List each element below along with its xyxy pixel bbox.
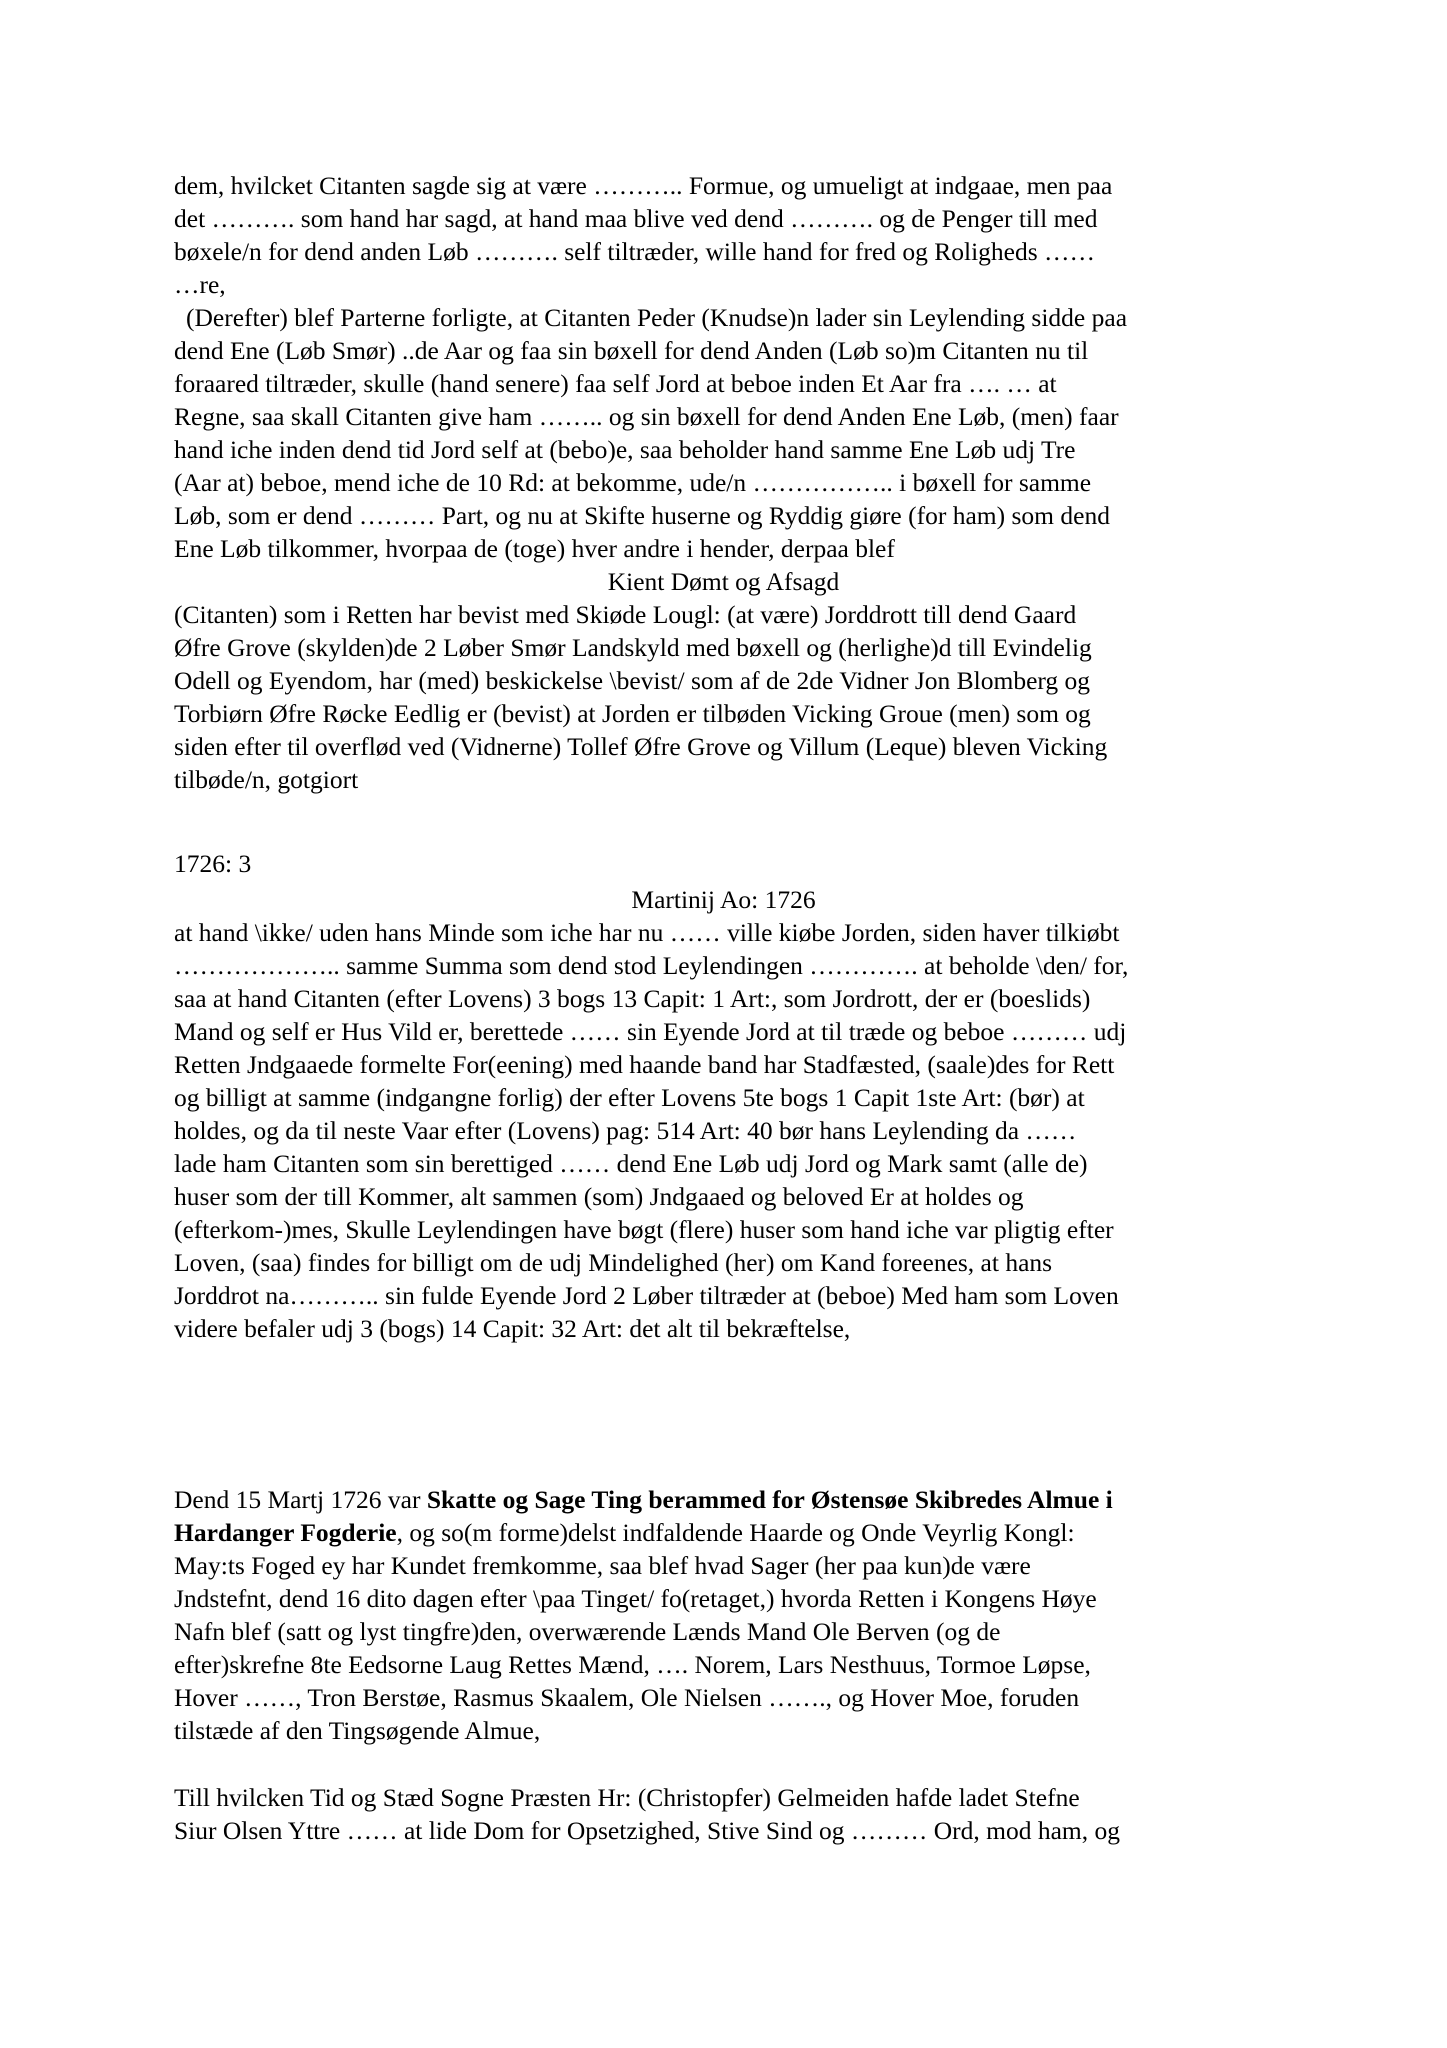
text-segment: Dend 15 Martj 1726 var <box>174 1485 427 1514</box>
page-reference: 1726: 3 <box>174 849 252 878</box>
text-line: Odell og Eyendom, har (med) beskickelse \bevist/ som af de 2de Vidner Jon Blomberg og <box>174 666 1091 695</box>
text-line: lade ham Citanten som sin berettiged …… dend Ene Løb udj Jord og Mark samt (alle de) <box>174 1149 1088 1178</box>
text-line: at hand \ikke/ uden hans Minde som iche har nu …… ville kiøbe Jorden, siden haver tilkiøbt <box>174 918 1120 947</box>
text-line: (efterkom-)mes, Skulle Leylendingen have bøgt (flere) huser som hand iche var pligtig efter <box>174 1215 1114 1244</box>
text-line: dend Ene (Løb Smør) ..de Aar og faa sin bøxell for dend Anden (Løb so)m Citanten nu til <box>174 336 1089 365</box>
text-line <box>174 1483 1113 1516</box>
text-line: Løb, som er dend ……… Part, og nu at Skifte huserne og Ryddig giøre (for ham) som dend <box>174 501 1110 530</box>
text-line: May:ts Foged ey har Kundet fremkomme, saa blef hvad Sager (her paa kun)de være <box>174 1551 1031 1580</box>
text-line: (Derefter) blef Parterne forligte, at Citanten Peder (Knudse)n lader sin Leylending sidde paa <box>186 303 1128 332</box>
text-line: holdes, og da til neste Vaar efter (Lovens) pag: 514 Art: 40 bør hans Leylending da …… <box>174 1116 1077 1145</box>
verdict-heading: Kient Dømt og Afsagd <box>607 567 840 596</box>
text-line: Retten Jndgaaede formelte For(eening) med haande band har Stadfæsted, (saale)des for Rett <box>174 1050 1115 1079</box>
text-line: det ………. som hand har sagd, at hand maa blive ved dend ………. og de Penger till med <box>174 204 1098 233</box>
text-line: Jorddrot na……….. sin fulde Eyende Jord 2 Løber tiltræder at (beboe) Med ham som Loven <box>174 1281 1119 1310</box>
bold-heading-text: Skatte og Sage Ting berammed for Østensøe Skibredes Almue i <box>426 1485 1113 1514</box>
text-line: og billigt at samme (indgangne forlig) der efter Lovens 5te bogs 1 Capit 1ste Art: (bør) at <box>174 1083 1085 1112</box>
text-line: tilstæde af den Tingsøgende Almue, <box>174 1716 541 1745</box>
text-line: saa at hand Citanten (efter Lovens) 3 bogs 13 Capit: 1 Art:, som Jordrott, der er (boeslids) <box>174 984 1091 1013</box>
text-line: hand iche inden dend tid Jord self at (bebo)e, saa beholder hand samme Ene Løb udj Tre <box>174 435 1076 464</box>
text-line: Nafn blef (satt og lyst tingfre)den, overwærende Lænds Mand Ole Berven (og de <box>174 1617 1001 1646</box>
text-line: …re, <box>174 270 226 299</box>
text-line: ……………….. samme Summa som dend stod Leylendingen …………. at beholde \den/ for, <box>174 951 1129 980</box>
text-line <box>174 1516 1075 1549</box>
text-line: Jndstefnt, dend 16 dito dagen efter \paa Tinget/ fo(retaget,) hvorda Retten i Kongens Høye <box>174 1584 1097 1613</box>
text-line: Loven, (saa) findes for billigt om de udj Mindelighed (her) om Kand foreenes, at hans <box>174 1248 1053 1277</box>
text-line: siden efter til overflød ved (Vidnerne) Tollef Øfre Grove og Villum (Leque) bleven Vicking <box>174 732 1108 761</box>
text-line: Øfre Grove (skylden)de 2 Løber Smør Landskyld med bøxell og (herlighe)d till Evindelig <box>174 633 1092 662</box>
text-line: Hover ……, Tron Berstøe, Rasmus Skaalem, Ole Nielsen ……., og Hover Moe, foruden <box>174 1683 1080 1712</box>
text-line: Ene Løb tilkommer, hvorpaa de (toge) hver andre i hender, derpaa blef <box>174 534 895 563</box>
text-line: dem, hvilcket Citanten sagde sig at være ……….. Formue, og umueligt at indgaae, men paa <box>174 171 1113 200</box>
text-line: videre befaler udj 3 (bogs) 14 Capit: 32 Art: det alt til bekræftelse, <box>174 1314 851 1343</box>
text-segment: , og so(m forme)delst indfaldende Haarde og Onde Veyrlig Kongl: <box>396 1518 1075 1547</box>
text-line: bøxele/n for dend anden Løb ………. self tiltræder, wille hand for fred og Roligheds …… <box>174 237 1096 266</box>
text-line: Torbiørn Øfre Røcke Eedlig er (bevist) at Jorden er tilbøden Vicking Groue (men) som og <box>174 699 1091 728</box>
text-line: (Aar at) beboe, mend iche de 10 Rd: at bekomme, ude/n …………….. i bøxell for samme <box>174 468 1092 497</box>
text-line: foraared tiltræder, skulle (hand senere) faa self Jord at beboe inden Et Aar fra …. … at <box>174 369 1057 398</box>
text-line: efter)skrefne 8te Eedsorne Laug Rettes Mænd, …. Norem, Lars Nesthuus, Tormoe Løpse, <box>174 1650 1091 1679</box>
text-line: Mand og self er Hus Vild er, berettede …… sin Eyende Jord at til træde og beboe ……… udj <box>174 1017 1127 1046</box>
session-heading: Martinij Ao: 1726 <box>631 885 816 914</box>
text-line: Till hvilcken Tid og Stæd Sogne Præsten Hr: (Christopfer) Gelmeiden hafde ladet Stefne <box>174 1783 1080 1812</box>
text-line: Regne, saa skall Citanten give ham …….. og sin bøxell for dend Anden Ene Løb, (men) faar <box>174 402 1119 431</box>
text-line: (Citanten) som i Retten har bevist med Skiøde Lougl: (at være) Jorddrott till dend Gaard <box>174 600 1077 629</box>
text-line: Siur Olsen Yttre …… at lide Dom for Opsetzighed, Stive Sind og ……… Ord, mod ham, og <box>174 1816 1120 1845</box>
text-line: huser som der till Kommer, alt sammen (som) Jndgaaed og beloved Er at holdes og <box>174 1182 1024 1211</box>
text-line: tilbøde/n, gotgiort <box>174 765 359 794</box>
bold-heading-text: Hardanger Fogderie <box>174 1518 397 1547</box>
